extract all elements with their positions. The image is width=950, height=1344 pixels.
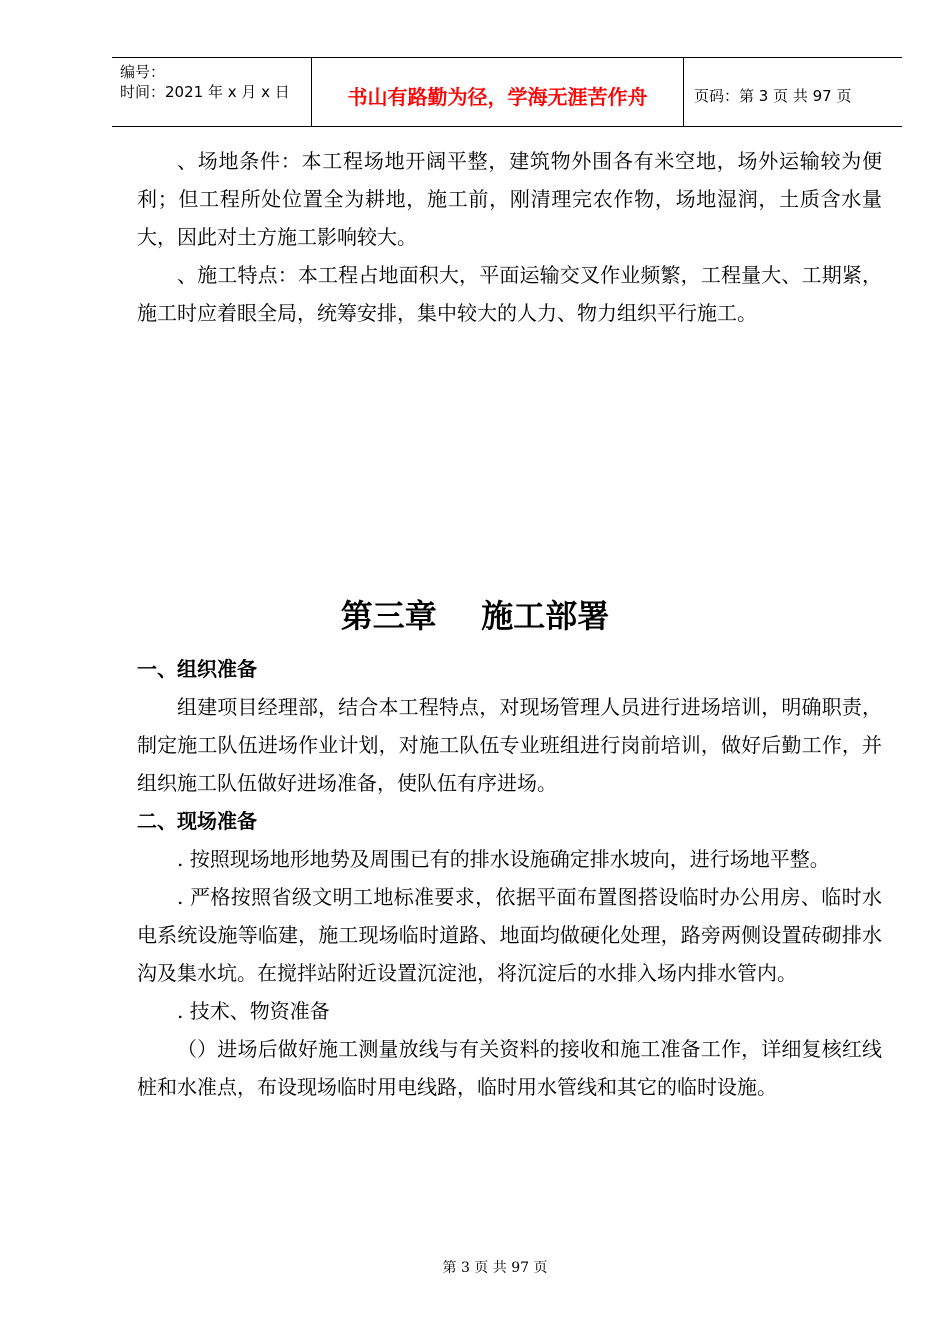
construction-features-paragraph: 、施工特点：本工程占地面积大，平面运输交叉作业频繁，工程量大、工期紧，施工时应着眼全局，统筹安排，集中较大的人力、物力组织平行施工。 xyxy=(137,263,882,325)
section-heading-site: 二、现场准备 xyxy=(137,809,257,833)
site-prep-paragraph-survey: （）进场后做好施工测量放线与有关资料的接收和施工准备工作，详细复核红线桩和水准点，布设现场临时用电线路，临时用水管线和其它的临时设施。 xyxy=(137,1037,882,1099)
site-conditions-paragraph: 、场地条件：本工程场地开阔平整，建筑物外围各有米空地，场外运输较为便利；但工程所处位置全为耕地，施工前，刚清理完农作物，场地湿润，土质含水量大，因此对土方施工影响较大。 xyxy=(137,149,882,249)
chapter-content xyxy=(137,650,882,1106)
site-prep-paragraph-facilities: . 严格按照省级文明工地标准要求，依据平面布置图搭设临时办公用房、临时水电系统设施等临建，施工现场临时道路、地面均做硬化处理，路旁两侧设置砖砌排水沟及集水坑。在搅拌站附近设置沉淀池，将沉淀后的水排入场内排水管内。 xyxy=(137,885,882,985)
section-heading-organization: 一、组织准备 xyxy=(137,657,257,681)
header-motto: 书山有路勤为径，学海无涯苦作舟 xyxy=(312,58,684,126)
header-page-info: 页码：第 3 页 共 97 页 xyxy=(694,86,852,105)
intro-content xyxy=(137,142,882,332)
header-meta xyxy=(112,58,312,126)
document-time: 时间：2021 年 x 月 x 日 xyxy=(120,83,290,101)
organization-paragraph: 组建项目经理部，结合本工程特点，对现场管理人员进行进场培训，明确职责，制定施工队伍进场作业计划，对施工队伍专业班组进行岗前培训，做好后勤工作，并组织施工队伍做好进场准备，使队伍有序进场。 xyxy=(137,695,882,795)
document-number-label: 编号： xyxy=(120,63,166,81)
site-prep-paragraph-tech-materials: . 技术、物资准备 xyxy=(177,999,330,1023)
site-prep-paragraph-drainage: . 按照现场地形地势及周围已有的排水设施确定排水坡向，进行场地平整。 xyxy=(177,847,830,871)
page-footer: 第 3 页 共 97 页 xyxy=(442,1260,548,1276)
chapter-title: 第三章 施工部署 xyxy=(340,597,610,635)
page-header xyxy=(112,57,902,127)
